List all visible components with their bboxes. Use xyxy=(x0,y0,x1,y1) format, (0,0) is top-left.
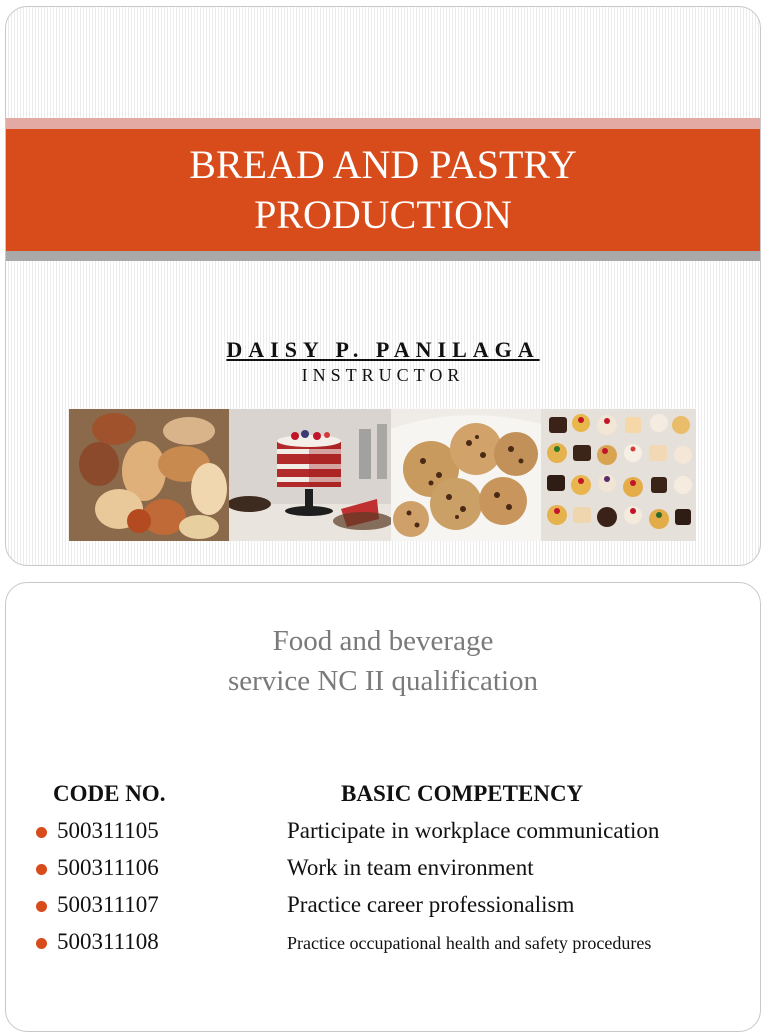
qualification-subtitle xyxy=(6,621,760,701)
competency-slide xyxy=(5,582,761,1032)
bullet-icon xyxy=(36,827,47,838)
bullet-icon xyxy=(36,938,47,949)
author-name: DAISY P. PANILAGA xyxy=(226,337,540,362)
list-item xyxy=(6,929,760,965)
bullet-icon xyxy=(36,901,47,912)
author-role: INSTRUCTOR xyxy=(301,365,465,385)
competency-name: Practice occupational health and safety procedures xyxy=(287,933,652,953)
code-number: 500311108 xyxy=(57,929,159,954)
competency-name: Work in team environment xyxy=(287,855,534,880)
list-item xyxy=(6,892,760,928)
code-number: 500311107 xyxy=(57,892,159,917)
subtitle-line-1: Food and beverage xyxy=(272,625,494,657)
code-number: 500311105 xyxy=(57,818,159,843)
red-velvet-cake-photo xyxy=(229,409,391,541)
cookies-photo xyxy=(391,409,541,541)
title-slide xyxy=(5,6,761,566)
competency-name: Practice career professionalism xyxy=(287,892,575,917)
competency-column-header: BASIC COMPETENCY xyxy=(341,781,584,806)
list-item xyxy=(6,818,760,854)
gray-accent-strip xyxy=(6,251,760,261)
list-item xyxy=(6,855,760,891)
bullet-icon xyxy=(36,864,47,875)
petit-fours-photo xyxy=(541,409,696,541)
title-line-2: PRODUCTION xyxy=(254,192,512,237)
pink-accent-strip xyxy=(6,118,760,129)
bread-photo xyxy=(69,409,229,541)
slide-title xyxy=(103,140,663,240)
code-number: 500311106 xyxy=(57,855,159,880)
title-band xyxy=(6,129,760,251)
title-line-1: BREAD AND PASTRY xyxy=(189,142,577,187)
code-column-header: CODE NO. xyxy=(53,781,166,806)
competency-name: Participate in workplace communication xyxy=(287,818,660,843)
photo-strip xyxy=(69,409,696,541)
subtitle-line-2: service NC II qualification xyxy=(227,665,539,697)
